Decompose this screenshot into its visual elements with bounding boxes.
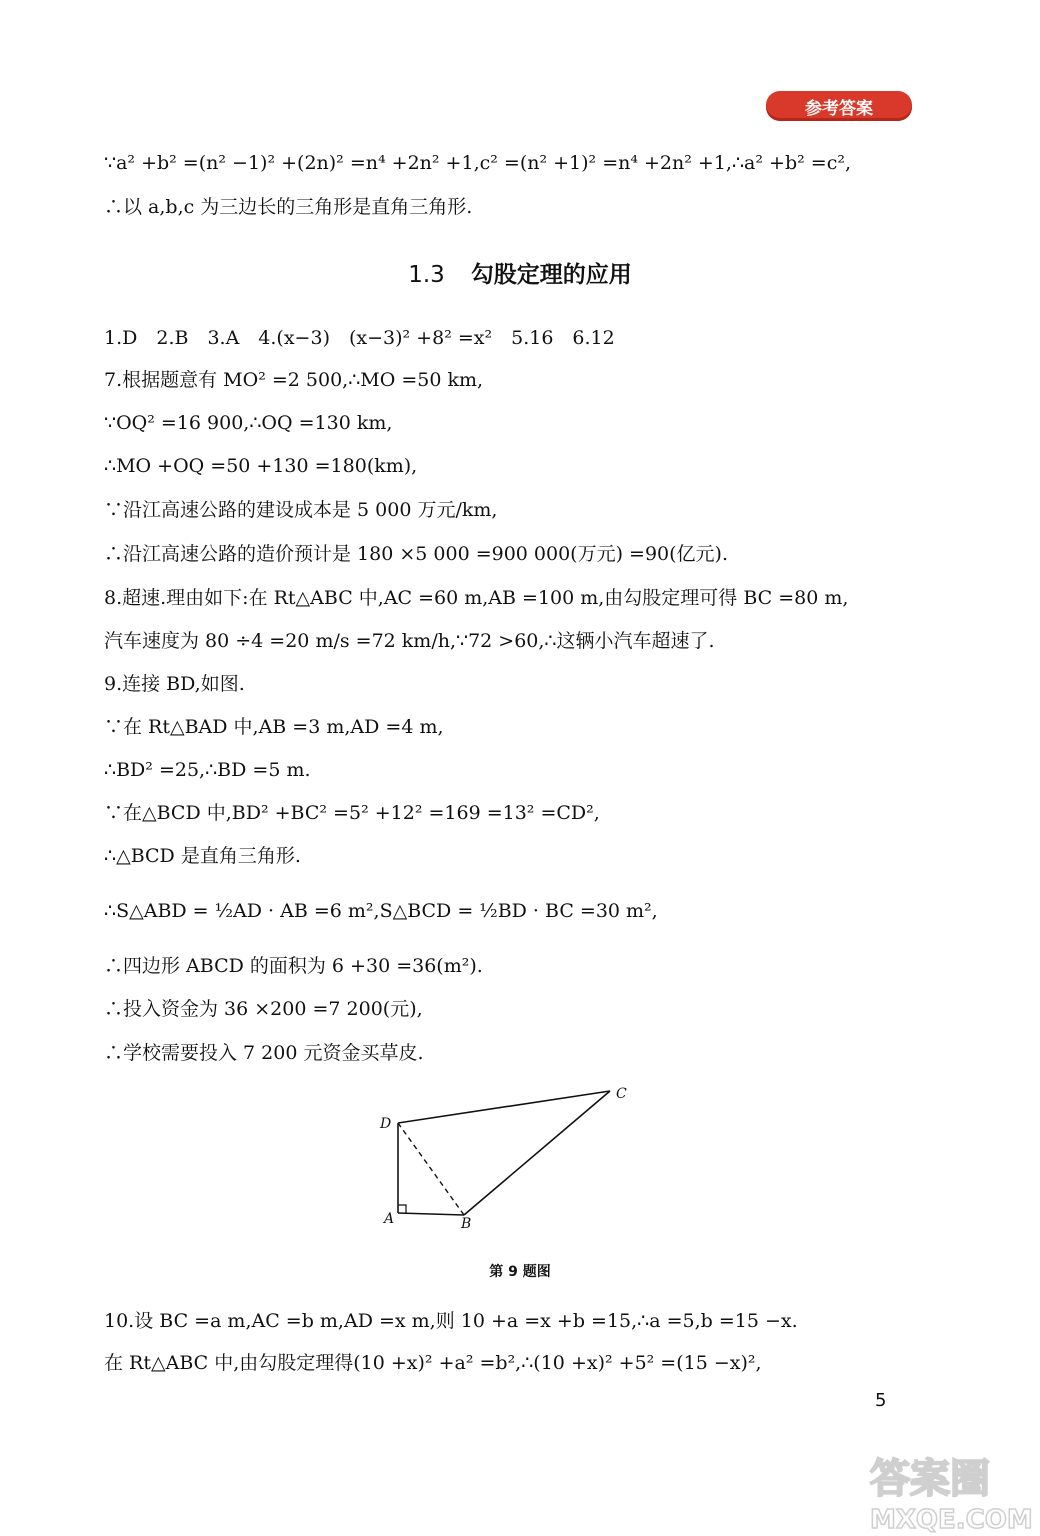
text-line: ∵a² +b² =(n² −1)² +(2n)² =n⁴ +2n² +1,c² =(n² +1)² =n⁴ +2n² +1,∴a² +b² =c², bbox=[104, 152, 851, 174]
answer-line: ∴S△ABD = ½AD · AB =6 m²,S△BCD = ½BD · BC =30 m², bbox=[104, 900, 658, 922]
answer-line: ∴投入资金为 36 ×200 =7 200(元), bbox=[104, 998, 423, 1020]
text-line: 在 Rt△ABC 中,由勾股定理得(10 +x)² +a² =b²,∴(10 +x)² +5² =(15 −x)², bbox=[104, 1352, 762, 1374]
section-heading bbox=[0, 256, 1040, 289]
answer-line: ∴MO +OQ =50 +130 =180(km), bbox=[104, 455, 418, 477]
section-title: 勾股定理的应用 bbox=[470, 262, 632, 288]
section-number: 1.3 bbox=[408, 262, 445, 288]
answer-key-badge: 参考答案 bbox=[766, 91, 912, 121]
answer-line: ∵OQ² =16 900,∴OQ =130 km, bbox=[104, 412, 393, 434]
answer-line: ∵沿江高速公路的建设成本是 5 000 万元/km, bbox=[104, 499, 498, 521]
quadrilateral-figure bbox=[370, 1080, 670, 1240]
text-line: 10.设 BC =a m,AC =b m,AD =x m,则 10 +a =x +b =15,∴a =5,b =15 −x. bbox=[104, 1310, 798, 1332]
page-number: 5 bbox=[875, 1390, 887, 1411]
figure-caption: 第 9 题图 bbox=[489, 1264, 551, 1280]
side-ab bbox=[398, 1213, 464, 1215]
answer-line: 7.根据题意有 MO² =2 500,∴MO =50 km, bbox=[104, 369, 484, 391]
right-angle-mark bbox=[398, 1205, 406, 1213]
text-line: ∴以 a,b,c 为三边长的三角形是直角三角形. bbox=[104, 196, 473, 218]
answer-line: ∴△BCD 是直角三角形. bbox=[104, 845, 301, 867]
answer-line: ∵在△BCD 中,BD² +BC² =5² +12² =169 =13² =CD², bbox=[104, 802, 600, 824]
answer-line: 1.D 2.B 3.A 4.(x−3) (x−3)² +8² =x² 5.16 6.12 bbox=[104, 327, 615, 349]
answer-line: 9.连接 BD,如图. bbox=[104, 673, 245, 695]
label-b: B bbox=[461, 1216, 472, 1232]
label-a: A bbox=[384, 1211, 395, 1227]
answer-line: ∴学校需要投入 7 200 元资金买草皮. bbox=[104, 1042, 424, 1064]
label-d: D bbox=[380, 1116, 392, 1132]
diagonal-bd bbox=[398, 1123, 464, 1215]
answer-line: 8.超速.理由如下:在 Rt△ABC 中,AC =60 m,AB =100 m,由勾股定理可得 BC =80 m, bbox=[104, 587, 849, 609]
answer-line: ∴BD² =25,∴BD =5 m. bbox=[104, 759, 311, 781]
watermark-bottom-text: MXQE.COM bbox=[870, 1505, 1033, 1535]
label-c: C bbox=[616, 1086, 627, 1102]
answer-line: ∵在 Rt△BAD 中,AB =3 m,AD =4 m, bbox=[104, 716, 444, 738]
watermark-top-text: 答案圈 bbox=[870, 1456, 990, 1502]
answer-line: ∴四边形 ABCD 的面积为 6 +30 =36(m²). bbox=[104, 955, 483, 977]
answer-line: ∴沿江高速公路的造价预计是 180 ×5 000 =900 000(万元) =90(亿元). bbox=[104, 543, 729, 565]
watermark-logo bbox=[862, 1446, 1040, 1536]
answer-line: 汽车速度为 80 ÷4 =20 m/s =72 km/h,∵72 >60,∴这辆小汽车超速了. bbox=[104, 630, 715, 652]
